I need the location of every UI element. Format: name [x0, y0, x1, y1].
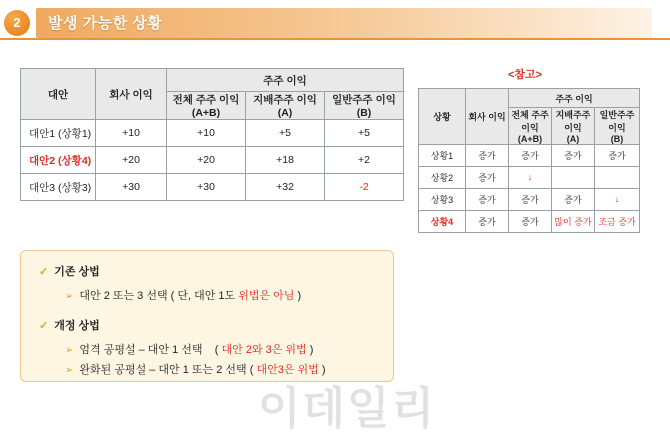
- ref-row-label: 상황2: [419, 167, 466, 189]
- header-controlling-line2: (A): [277, 107, 293, 119]
- page-title: 발생 가능한 상황: [48, 15, 163, 32]
- reference-title: <참고>: [508, 69, 543, 81]
- note-item-revised-2-paren-prefix: (: [249, 364, 257, 376]
- note-item-existing-1-paren-prefix: ( 단, 대안 1도: [170, 290, 239, 302]
- header-general-line1: 일반주주 이익: [332, 94, 396, 106]
- header-step-number: 2: [4, 10, 30, 36]
- note-item-existing-1-paren-red: 위법은 아님: [238, 290, 295, 302]
- cell-controlling-shareholder: +32: [246, 174, 325, 201]
- alternatives-table-body: [21, 120, 404, 201]
- ref-cell-general: 증가: [595, 145, 640, 167]
- ref-header-total-line3: (A+B): [517, 134, 543, 144]
- row-label: 대안3 (상황3): [21, 174, 96, 201]
- ref-cell-company: 증가: [466, 189, 509, 211]
- note-heading-existing-text: 기존 상법: [54, 266, 100, 278]
- arrow-right-icon: ➢: [65, 291, 74, 302]
- ref-header-total-line1: 전체 주주: [511, 110, 549, 120]
- ref-row-label: 상황3: [419, 189, 466, 211]
- note-heading-revised-text: 개정 상법: [54, 320, 100, 332]
- ref-header-general: [595, 108, 640, 145]
- header-general-line2: (B): [356, 107, 372, 119]
- ref-row-label: 상황1: [419, 145, 466, 167]
- ref-header-shareholder-profit: 주주 이익: [509, 89, 640, 108]
- row-label: 대안1 (상황1): [21, 120, 96, 147]
- ref-header-general-line2: 이익: [608, 123, 626, 133]
- ref-cell-controlling: 증가: [552, 145, 595, 167]
- table-row: [21, 174, 404, 201]
- check-icon: ✓: [39, 266, 49, 278]
- reference-table-body: [419, 145, 640, 233]
- notes-box: [20, 250, 394, 382]
- note-item-revised-1-text: 엄격 공평설 – 대안 1 선택: [79, 344, 203, 356]
- note-item-revised-2-text: 완화된 공평설 – 대안 1 또는 2 선택: [79, 364, 247, 376]
- table-row: [21, 147, 404, 174]
- header-total-shareholder-line1: 전체 주주 이익: [172, 94, 240, 106]
- header-total-shareholder: [167, 92, 246, 120]
- ref-cell-general: [595, 167, 640, 189]
- alternatives-header-row-1: [21, 69, 404, 92]
- note-item-revised-2-paren-suffix: ): [318, 364, 326, 376]
- cell-company-profit: +30: [96, 174, 167, 201]
- ref-cell-company: 증가: [466, 167, 509, 189]
- note-item-revised-2-paren-red: 대안3은 위법: [256, 364, 319, 376]
- ref-cell-general: 조금 증가: [595, 211, 640, 233]
- ref-header-company-profit: 회사 이익: [466, 89, 509, 145]
- table-row: [419, 145, 640, 167]
- cell-company-profit: +20: [96, 147, 167, 174]
- cell-total-shareholder: +20: [167, 147, 246, 174]
- arrow-right-icon: ➢: [65, 365, 74, 376]
- ref-header-controlling-line3: (A): [566, 134, 580, 144]
- note-item-revised-1-paren-red: 대안 2와 3은 위법: [221, 344, 307, 356]
- ref-header-total-line2: 이익: [521, 123, 539, 133]
- ref-cell-controlling: 많이 증가: [552, 211, 595, 233]
- note-heading-revised: [39, 317, 100, 333]
- ref-header-controlling-line2: 이익: [564, 123, 582, 133]
- ref-cell-controlling: [552, 167, 595, 189]
- watermark: 이데일리: [258, 384, 437, 433]
- ref-header-general-line3: (B): [610, 134, 624, 144]
- header-total-shareholder-line2: (A+B): [191, 107, 221, 119]
- reference-table: [418, 88, 640, 233]
- ref-header-controlling-line1: 지배주주: [555, 110, 591, 120]
- ref-cell-total: 증가: [509, 189, 552, 211]
- ref-cell-general-arrow-down-icon: ↓: [595, 189, 640, 211]
- ref-header-total: [509, 108, 552, 145]
- cell-controlling-shareholder: +18: [246, 147, 325, 174]
- ref-header-general-line1: 일반주주: [599, 110, 635, 120]
- note-item-revised-2: [65, 361, 326, 377]
- table-row: [419, 167, 640, 189]
- reference-header-row-1: [419, 89, 640, 108]
- ref-cell-total-arrow-down-icon: ↓: [509, 167, 552, 189]
- ref-cell-total: 증가: [509, 211, 552, 233]
- cell-controlling-shareholder: +5: [246, 120, 325, 147]
- alternatives-table-head: [21, 69, 404, 120]
- header-general-shareholder: [325, 92, 404, 120]
- table-row: [419, 211, 640, 233]
- ref-cell-controlling: 증가: [552, 189, 595, 211]
- cell-company-profit: +10: [96, 120, 167, 147]
- ref-row-label: 상황4: [419, 211, 466, 233]
- header-alternative: 대안: [21, 69, 96, 120]
- note-heading-existing: [39, 263, 100, 279]
- ref-cell-total: 증가: [509, 145, 552, 167]
- slide-header: [0, 8, 670, 42]
- header-shareholder-profit: 주주 이익: [167, 69, 404, 92]
- cell-general-shareholder: +2: [325, 147, 404, 174]
- alternatives-table: [20, 68, 404, 201]
- header-controlling-shareholder: [246, 92, 325, 120]
- header-company-profit: 회사 이익: [96, 69, 167, 120]
- header-underline: [0, 38, 670, 40]
- note-item-existing-1-paren-suffix: ): [294, 290, 302, 302]
- header-controlling-line1: 지배주주 이익: [253, 94, 317, 106]
- table-row: [419, 189, 640, 211]
- ref-header-situation: 상황: [419, 89, 466, 145]
- note-item-existing-1-text: 대안 2 또는 3 선택: [79, 290, 168, 302]
- cell-total-shareholder: +30: [167, 174, 246, 201]
- cell-total-shareholder: +10: [167, 120, 246, 147]
- ref-cell-company: 증가: [466, 211, 509, 233]
- arrow-right-icon: ➢: [65, 345, 74, 356]
- cell-general-shareholder: -2: [325, 174, 404, 201]
- cell-general-shareholder: +5: [325, 120, 404, 147]
- ref-header-controlling: [552, 108, 595, 145]
- table-row: [21, 120, 404, 147]
- note-item-revised-1-paren-prefix: (: [214, 344, 222, 356]
- row-label: 대안2 (상황4): [21, 147, 96, 174]
- reference-table-head: [419, 89, 640, 145]
- ref-cell-company: 증가: [466, 145, 509, 167]
- note-item-existing-1: [65, 287, 301, 303]
- check-icon: ✓: [39, 320, 49, 332]
- note-item-revised-1: [65, 341, 313, 357]
- note-item-revised-1-paren-suffix: ): [306, 344, 314, 356]
